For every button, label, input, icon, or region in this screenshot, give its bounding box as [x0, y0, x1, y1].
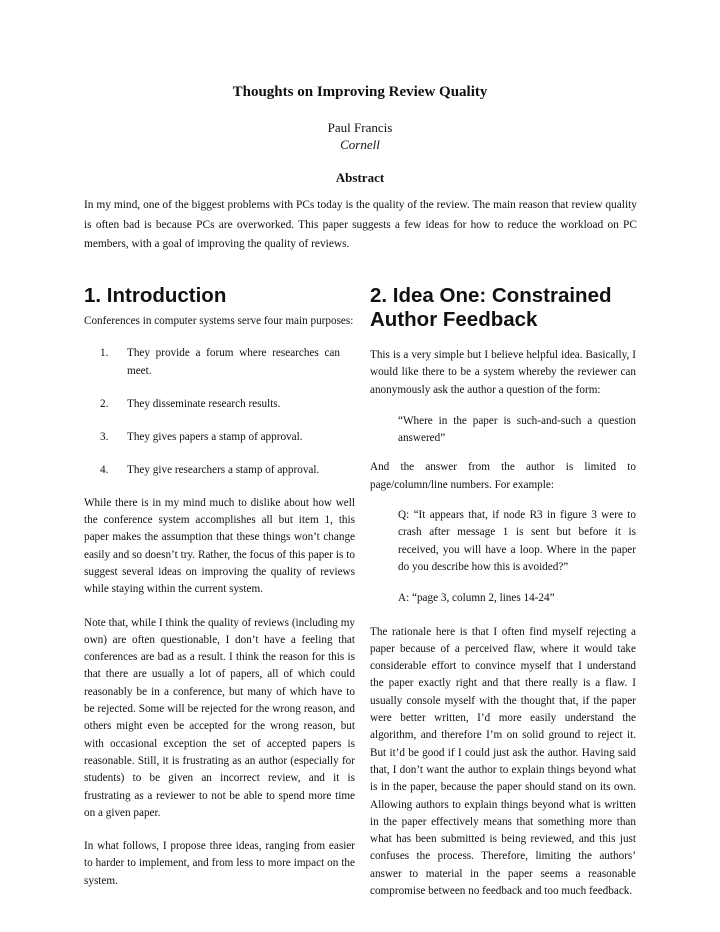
- abstract-text: In my mind, one of the biggest problems with PCs today is the quality of the review. The main reason that review quality is often bad is because PCs are overworked. This paper suggests a few ideas for how to reduce the workload on PC members, with a goal of improving the quality of reviews.: [84, 199, 637, 250]
- list-item-number: 3.: [100, 431, 109, 444]
- list-item: [84, 345, 355, 380]
- left-column: [84, 284, 355, 890]
- section-1-heading: 1. Introduction: [84, 284, 227, 307]
- list-item-text: They give researchers a stamp of approval.: [127, 464, 320, 477]
- list-item-number: 2.: [100, 397, 109, 410]
- body-paragraph: Note that, while I think the quality of reviews (including my own) are often questionable, I don’t have a feeling that conferences are bad as a result. I think the reason for this is that there are usually a lot of papers, all of which could reasonably be in a conference, but many of which have to be rejected. Some will be rejected for the wrong reason, and others might even be accepted for the wrong reason, but with occasional exception the set of accepted papers is reasonable. Still, it is frustrating as an author (especially for students) to be given an incorrect review, and it is frustrating as a reviewer to not be able to spend more time on a given paper.: [84, 616, 355, 819]
- list-item: [84, 396, 355, 413]
- body-paragraph: And the answer from the author is limited to page/column/line numbers. For example:: [370, 461, 636, 491]
- body-paragraph: In what follows, I propose three ideas, ranging from easier to harder to implement, and from less to more impact on the system.: [84, 840, 355, 887]
- author-name: Paul Francis: [327, 120, 393, 135]
- paper-title: Thoughts on Improving Review Quality: [232, 84, 488, 100]
- list-item-text: They disseminate research results.: [127, 397, 281, 410]
- list-item: [84, 429, 355, 446]
- section-2-heading: 2. Idea One: Constrained Author Feedback: [370, 284, 612, 331]
- body-paragraph: The rationale here is that I often find myself rejecting a paper because of a perceived flaw, where it would take considerable effort to convince myself that I understand the paper exactly right and that there really is a flaw. I usually console myself with the thought that, if the paper were better written, I’d more easily understand the algorithm, and therefore I’m on solid ground to reject it. But it’d be good if I could just ask the author. Having said that, I don’t want the author to explain things beyond what is in the paper, because the paper should stand on its own. Allowing authors to explain things beyond what is written in the paper effectively means that something more than what has been submitted is being reviewed, and this just confuses the process. Therefore, limiting the authors’ answer to material in the paper seems a reasonable compromise between no feedback and too much feedback.: [370, 625, 636, 898]
- intro-paragraph: Conferences in computer systems serve four main purposes:: [84, 315, 354, 327]
- list-item-text: They gives papers a stamp of approval.: [127, 431, 303, 444]
- list-item-number: 4.: [100, 464, 109, 477]
- right-column: [370, 284, 636, 900]
- body-paragraph: This is a very simple but I believe helpful idea. Basically, I would like there to be a system whereby the reviewer can anonymously ask the author a question of the form:: [370, 349, 636, 396]
- list-item-number: 1.: [100, 347, 109, 360]
- abstract-heading: Abstract: [335, 170, 385, 185]
- body-paragraph: While there is in my mind much to dislike about how well the conference system accomplishes all but item 1, this paper makes the assumption that these things won’t change easily and so doesn’t try. Rather, the focus of this paper is to suggest several ideas on improving the quality of reviews while staying within the current system.: [84, 496, 355, 596]
- purposes-list: [84, 345, 355, 479]
- example-answer: A: “page 3, column 2, lines 14-24”: [398, 592, 555, 605]
- block-quote: “Where in the paper is such-and-such a question answered”: [398, 414, 636, 445]
- list-item: [84, 462, 355, 479]
- author-affiliation: Cornell: [340, 137, 380, 152]
- list-item-text: They provide a forum where researches can meet.: [127, 347, 340, 377]
- example-question: Q: “It appears that, if node R3 in figure 3 were to crash after message 1 is sent but before it is received, you will have a loop. Where in the paper do you describe how this is avoided?”: [398, 509, 636, 573]
